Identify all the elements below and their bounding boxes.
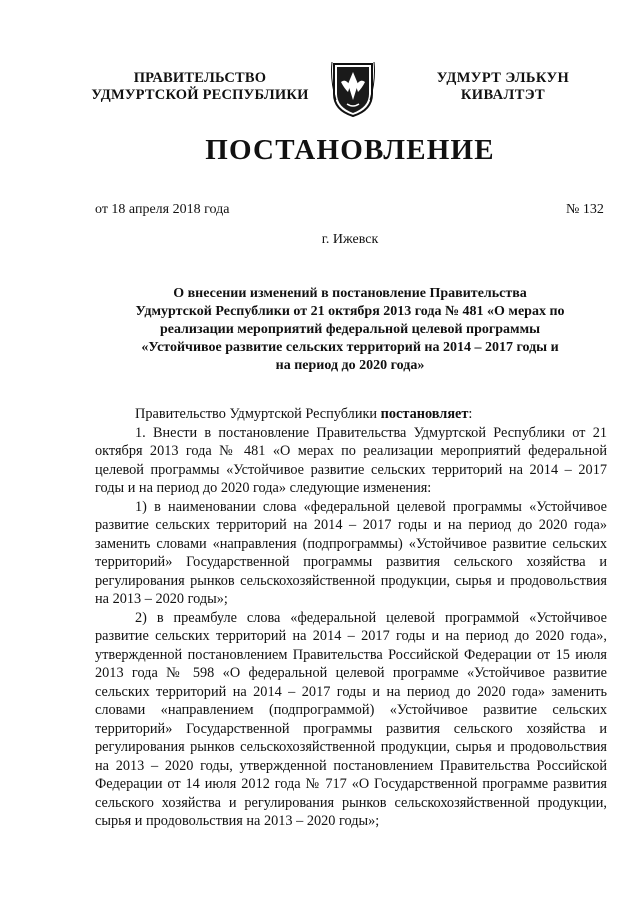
document-date: от 18 апреля 2018 года [95,202,230,217]
intro-text: Правительство Удмуртской Республики [135,406,381,422]
subject-line: Удмуртской Республики от 21 октября 2013 года № 481 «О мерах по [135,304,565,319]
intro-colon: : [468,406,473,422]
subject-line: «Устойчивое развитие сельских территорий на 2014 – 2017 годы и [141,340,559,355]
subject-line: О внесении изменений в постановление Правительства [173,286,527,301]
document-title: ПОСТАНОВЛЕНИЕ [205,134,495,166]
document-number: № 132 [566,202,604,217]
header-left-line2: УДМУРТСКОЙ РЕСПУБЛИКИ [91,87,309,103]
header-left-line1: ПРАВИТЕЛЬСТВО [133,70,267,86]
subject-line: реализации мероприятий федеральной целевой программы [159,322,541,337]
header-left-org-name [70,70,330,104]
body-paragraph-1: 1. Внести в постановление Правительства Удмуртской Республики от 21 октября 2013 года № 481 «О мерах по реализации мероприятий федеральной целевой программы «Устойчивое развитие сельских территорий на 2014 – 2017 годы и на период до 2020 года» следующие изменения: [95,424,607,496]
coat-of-arms-icon [330,60,376,118]
header-right-line1: УДМУРТ ЭЛЬКУН [436,70,570,86]
intro-bold-text: постановляет [380,406,469,422]
body-intro [95,405,607,424]
document-subject [130,285,570,375]
body-paragraph-2: 1) в наименовании слова «федеральной целевой программы «Устойчивое развитие сельских территорий на 2014 – 2017 годы и на период до 2020 года» заменить словами «направления (подпрограммы) «Устойчивое развитие сельских территорий» Государственной программы развития сельского хозяйства и регулирования рынков сельскохозяйственной продукции, сырья и продовольствия на 2013 – 2020 годы»; [95,498,607,607]
document-body [95,405,607,831]
emblem-svg [330,60,376,118]
header-right-line2: КИВАЛТЭТ [460,87,546,103]
header-right-org-name [408,70,598,104]
subject-line: на период до 2020 года» [275,358,425,373]
document-city: г. Ижевск [321,232,379,247]
body-paragraph-3: 2) в преамбуле слова «федеральной целевой программой «Устойчивое развитие сельских территорий на 2014 – 2017 годы и на период до 2020 года», утвержденной постановлением Правительства Российской Федерации от 15 июля 2013 года № 598 «О федеральной целевой программе «Устойчивое развитие сельских территорий на 2014 – 2017 годы и на период до 2020 года» заменить словами «направлением (подпрограммой) «Устойчивое развитие сельских территорий» Государственной программы развития сельского хозяйства и регулирования рынков сельскохозяйственной продукции, сырья и продовольствия на 2013 – 2020 годы, утвержденной постановлением Правительства Российской Федерации от 14 июля 2012 года № 717 «О Государственной программе развития сельского хозяйства и регулирования рынков сельскохозяйственной продукции, сырья и продовольствия на 2013 – 2020 годы»; [95,609,607,829]
